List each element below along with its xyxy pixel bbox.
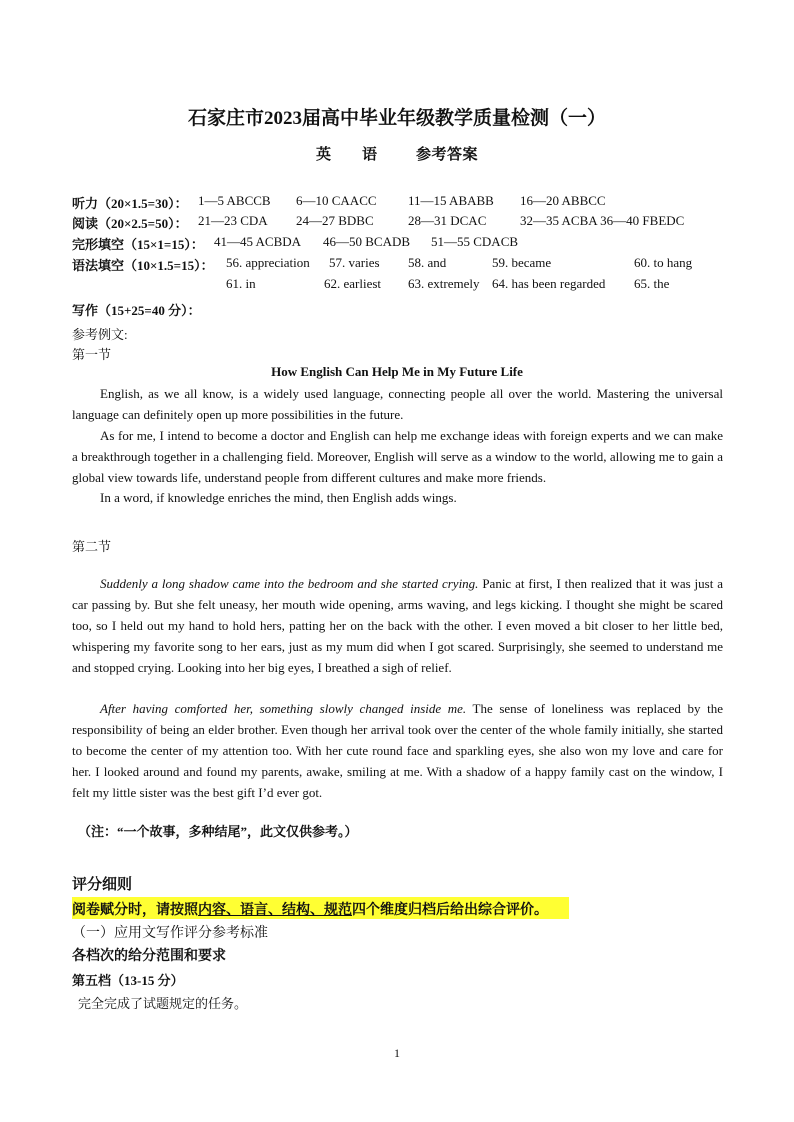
- subject-char-1: 英: [315, 147, 332, 163]
- instruction-post: 四个维度归档后给出综合评价。: [352, 902, 548, 918]
- reading-answer: 24—27 BDBC: [296, 213, 374, 228]
- grammar-answer: 61. in: [226, 276, 256, 291]
- scoring-subheading: 各档次的给分范围和要求: [72, 948, 226, 964]
- instruction-pre: 阅卷赋分时，请按照: [72, 902, 198, 918]
- page-number: 1: [394, 1046, 400, 1060]
- listening-answer: 16—20 ABBCC: [520, 193, 606, 208]
- document-subtitle: [0, 143, 794, 164]
- cloze-answer: 41—45 ACBDA: [214, 234, 302, 249]
- sample-label: 参考例文:: [72, 327, 128, 342]
- grammar-answer: 63. extremely: [408, 276, 480, 291]
- grammar-answer: 65. the: [634, 276, 670, 291]
- scoring-instruction: [72, 899, 548, 919]
- note: （注：“一个故事，多种结尾”，此文仅供参考。）: [78, 824, 358, 839]
- writing-label: 写作（15+25=40 分）：: [72, 303, 201, 318]
- part2-label: 第二节: [72, 539, 112, 554]
- level-heading: 第五档（13-15 分）: [72, 973, 184, 988]
- essay-paragraph: As for me, I intend to become a doctor and English can help me exchange ideas with foreign experts and we can make a breakthrough together in a challenging field. Moreover, English will serve as a window to the world, allowing me to gain a global view towards life, understand people from different cultures and make more friends.: [72, 428, 723, 485]
- level-description: 完全完成了试题规定的任务。: [78, 996, 248, 1011]
- listening-answer: 1—5 ABCCB: [198, 193, 271, 208]
- document-title: 石家庄市2023届高中毕业年级教学质量检测（一）: [187, 108, 606, 129]
- listening-row: [72, 193, 188, 212]
- grammar-answer: 64. has been regarded: [492, 276, 606, 291]
- cloze-row: [72, 234, 204, 253]
- grammar-answer: 59. became: [492, 255, 552, 270]
- story-lead-sentence: After having comforted her, something slowly changed inside me.: [100, 701, 467, 716]
- listening-answer: 6—10 CAACC: [296, 193, 377, 208]
- instruction-dimensions: 内容、语言、结构、规范: [198, 902, 352, 918]
- cloze-answer: 51—55 CDACB: [431, 234, 519, 249]
- grammar-answer: 56. appreciation: [226, 255, 310, 270]
- grammar-answer: 57. varies: [329, 255, 380, 270]
- story-paragraph: [72, 573, 723, 678]
- answer-key-label: 参考答案: [416, 147, 479, 163]
- reading-label: 阅读（20×2.5=50）：: [72, 216, 188, 231]
- scoring-subheading: （一）应用文写作评分参考标准: [72, 925, 268, 941]
- grammar-answer: 58. and: [408, 255, 447, 270]
- part1-label: 第一节: [72, 347, 112, 362]
- scoring-heading: 评分细则: [72, 875, 133, 893]
- essay-paragraph: In a word, if knowledge enriches the mind, then English adds wings.: [100, 490, 457, 505]
- grammar-answer: 60. to hang: [634, 255, 693, 270]
- reading-answer: 32—35 ACBA 36—40 FBEDC: [520, 213, 685, 228]
- subject-char-2: 语: [361, 147, 378, 163]
- story-text: Panic at first, I then realized that it was just a car passing by. But she felt uneasy, her mouth wide opening, arms waving, and legs kicking. I thought she might be scared too, so I held out my hand to hold hers, patting her on the back with the other. I even moved a bit closer to her little bed, whispering my favorite song to her ears, just as my mum did when I got scared. Surprisingly, she seemed to understand me and stopped crying. Looking into her big eyes, I breathed a sigh of relief.: [72, 576, 723, 675]
- story-lead-sentence: Suddenly a long shadow came into the bedroom and she started crying.: [100, 576, 479, 591]
- grammar-answer: 62. earliest: [324, 276, 382, 291]
- essay-title: How English Can Help Me in My Future Life: [271, 364, 523, 379]
- reading-answer: 28—31 DCAC: [408, 213, 487, 228]
- grammar-label: 语法填空（10×1.5=15）：: [72, 258, 214, 273]
- reading-row: [72, 213, 188, 232]
- listening-answer: 11—15 ABABB: [408, 193, 494, 208]
- listening-label: 听力（20×1.5=30）：: [72, 196, 188, 211]
- grammar-row: [72, 255, 214, 274]
- reading-answer: 21—23 CDA: [198, 213, 268, 228]
- essay-paragraph: English, as we all know, is a widely used language, connecting people all over the world. Mastering the universal language can definitely open up more possibilities in the future.: [72, 386, 723, 422]
- story-paragraph: [72, 698, 723, 803]
- cloze-answer: 46—50 BCADB: [323, 234, 411, 249]
- story-text: The sense of loneliness was replaced by the responsibility of being an elder brother. Even though her arrival took over the center of the whole family initially, she started to become the center of my attention too. With her cute round face and sparkling eyes, she also won my love and care for her. I looked around and found my parents, awake, smiling at me. With a shadow of a happy family cast on the window, I felt my little sister was the best gift I’d ever got.: [72, 701, 723, 800]
- cloze-label: 完形填空（15×1=15）：: [72, 237, 204, 252]
